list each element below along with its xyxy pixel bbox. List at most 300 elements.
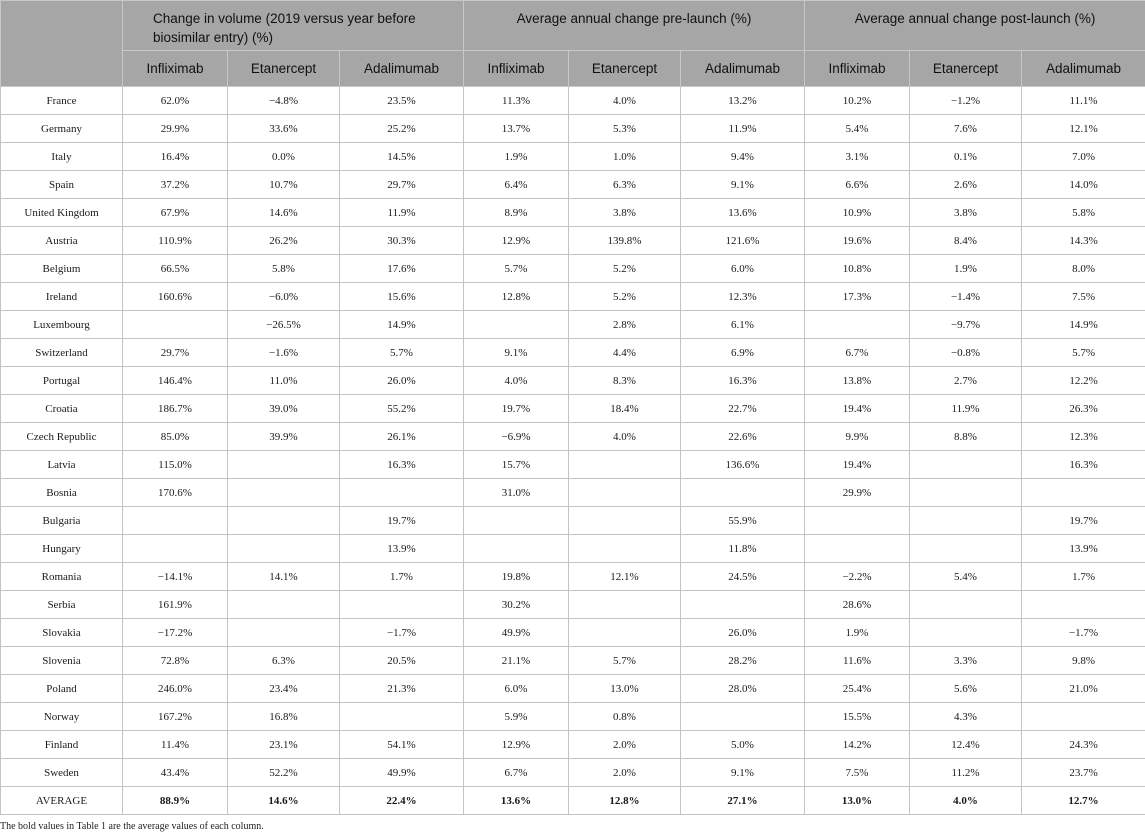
value-cell: 13.2% xyxy=(681,87,805,115)
group-header-pre-launch: Average annual change pre-launch (%) xyxy=(464,1,805,51)
value-cell: 16.3% xyxy=(340,451,464,479)
value-cell: 6.6% xyxy=(805,171,910,199)
value-cell: 12.1% xyxy=(569,563,681,591)
value-cell: 5.4% xyxy=(910,563,1022,591)
value-cell: 13.0% xyxy=(805,787,910,815)
value-cell: 19.4% xyxy=(805,395,910,423)
value-cell: −0.8% xyxy=(910,339,1022,367)
value-cell: 2.8% xyxy=(569,311,681,339)
value-cell: 23.1% xyxy=(228,731,340,759)
value-cell: 26.0% xyxy=(681,619,805,647)
value-cell: 13.8% xyxy=(805,367,910,395)
value-cell: 12.3% xyxy=(1022,423,1145,451)
value-cell: 9.1% xyxy=(681,759,805,787)
value-cell: 5.4% xyxy=(805,115,910,143)
value-cell: 14.2% xyxy=(805,731,910,759)
value-cell: 7.0% xyxy=(1022,143,1145,171)
value-cell: 3.1% xyxy=(805,143,910,171)
value-cell xyxy=(910,619,1022,647)
value-cell: 5.6% xyxy=(910,675,1022,703)
value-cell: 0.0% xyxy=(228,143,340,171)
value-cell xyxy=(228,479,340,507)
table-row xyxy=(1,87,1145,115)
value-cell: 16.8% xyxy=(228,703,340,731)
value-cell: 11.3% xyxy=(464,87,569,115)
value-cell: 7.5% xyxy=(805,759,910,787)
country-cell: Ireland xyxy=(1,283,123,311)
value-cell: 115.0% xyxy=(123,451,228,479)
value-cell: 14.1% xyxy=(228,563,340,591)
value-cell: 23.4% xyxy=(228,675,340,703)
value-cell: −1.2% xyxy=(910,87,1022,115)
value-cell: 5.8% xyxy=(1022,199,1145,227)
table-row xyxy=(1,703,1145,731)
table-row xyxy=(1,591,1145,619)
drug-header-etanercept: Etanercept xyxy=(228,51,340,87)
value-cell xyxy=(1022,703,1145,731)
country-cell: Bulgaria xyxy=(1,507,123,535)
table-row xyxy=(1,619,1145,647)
value-cell: 11.6% xyxy=(805,647,910,675)
group-header-post-launch: Average annual change post-launch (%) xyxy=(805,1,1145,51)
value-cell: 10.7% xyxy=(228,171,340,199)
value-cell: 9.4% xyxy=(681,143,805,171)
country-cell: Luxembourg xyxy=(1,311,123,339)
value-cell: 6.1% xyxy=(681,311,805,339)
value-cell: 26.3% xyxy=(1022,395,1145,423)
value-cell: 27.1% xyxy=(681,787,805,815)
value-cell: −26.5% xyxy=(228,311,340,339)
table-row xyxy=(1,199,1145,227)
value-cell xyxy=(910,479,1022,507)
value-cell: 1.9% xyxy=(805,619,910,647)
value-cell: 6.3% xyxy=(228,647,340,675)
value-cell: 0.8% xyxy=(569,703,681,731)
value-cell: 1.9% xyxy=(910,255,1022,283)
group-header-volume-change: Change in volume (2019 versus year before biosimilar entry) (%) xyxy=(123,1,464,51)
value-cell: 25.4% xyxy=(805,675,910,703)
value-cell: 4.0% xyxy=(464,367,569,395)
value-cell: 12.3% xyxy=(681,283,805,311)
country-cell: Spain xyxy=(1,171,123,199)
value-cell: 11.0% xyxy=(228,367,340,395)
value-cell xyxy=(681,479,805,507)
value-cell: 5.9% xyxy=(464,703,569,731)
value-cell: 21.1% xyxy=(464,647,569,675)
value-cell: 55.9% xyxy=(681,507,805,535)
value-cell: 66.5% xyxy=(123,255,228,283)
value-cell: −6.9% xyxy=(464,423,569,451)
value-cell: 6.3% xyxy=(569,171,681,199)
value-cell: −9.7% xyxy=(910,311,1022,339)
value-cell xyxy=(464,535,569,563)
table-row xyxy=(1,115,1145,143)
value-cell: 5.2% xyxy=(569,283,681,311)
value-cell xyxy=(910,591,1022,619)
table-row xyxy=(1,647,1145,675)
table-row xyxy=(1,535,1145,563)
value-cell xyxy=(464,311,569,339)
value-cell: 5.7% xyxy=(569,647,681,675)
value-cell: 16.3% xyxy=(681,367,805,395)
value-cell: 11.2% xyxy=(910,759,1022,787)
value-cell: 11.8% xyxy=(681,535,805,563)
value-cell: 67.9% xyxy=(123,199,228,227)
value-cell: −6.0% xyxy=(228,283,340,311)
value-cell: 11.9% xyxy=(681,115,805,143)
table-row xyxy=(1,731,1145,759)
value-cell: 19.7% xyxy=(340,507,464,535)
value-cell: 30.3% xyxy=(340,227,464,255)
value-cell: 2.0% xyxy=(569,731,681,759)
value-cell: 12.9% xyxy=(464,227,569,255)
value-cell: 11.9% xyxy=(910,395,1022,423)
value-cell: 30.2% xyxy=(464,591,569,619)
table-row xyxy=(1,143,1145,171)
value-cell: 29.9% xyxy=(123,115,228,143)
value-cell: 6.7% xyxy=(464,759,569,787)
value-cell: 1.7% xyxy=(340,563,464,591)
value-cell: 22.4% xyxy=(340,787,464,815)
table-row xyxy=(1,227,1145,255)
value-cell: 19.4% xyxy=(805,451,910,479)
value-cell xyxy=(681,591,805,619)
value-cell: 24.3% xyxy=(1022,731,1145,759)
average-row xyxy=(1,787,1145,815)
drug-header-etanercept: Etanercept xyxy=(910,51,1022,87)
value-cell: 37.2% xyxy=(123,171,228,199)
value-cell: 28.0% xyxy=(681,675,805,703)
country-cell: Norway xyxy=(1,703,123,731)
drug-header-infliximab: Infliximab xyxy=(464,51,569,87)
value-cell: 186.7% xyxy=(123,395,228,423)
value-cell: 8.3% xyxy=(569,367,681,395)
value-cell: 139.8% xyxy=(569,227,681,255)
value-cell: 161.9% xyxy=(123,591,228,619)
value-cell: 43.4% xyxy=(123,759,228,787)
value-cell: −17.2% xyxy=(123,619,228,647)
country-cell: Czech Republic xyxy=(1,423,123,451)
value-cell: 3.8% xyxy=(910,199,1022,227)
value-cell: 16.3% xyxy=(1022,451,1145,479)
value-cell: 28.6% xyxy=(805,591,910,619)
value-cell: 4.3% xyxy=(910,703,1022,731)
value-cell: −1.4% xyxy=(910,283,1022,311)
value-cell: 7.6% xyxy=(910,115,1022,143)
country-cell: Portugal xyxy=(1,367,123,395)
value-cell: 13.6% xyxy=(681,199,805,227)
value-cell: 12.8% xyxy=(464,283,569,311)
table-row xyxy=(1,507,1145,535)
value-cell: 14.6% xyxy=(228,787,340,815)
value-cell: 13.7% xyxy=(464,115,569,143)
country-cell: Bosnia xyxy=(1,479,123,507)
value-cell: 6.0% xyxy=(464,675,569,703)
value-cell xyxy=(805,311,910,339)
value-cell: 167.2% xyxy=(123,703,228,731)
value-cell xyxy=(569,591,681,619)
value-cell xyxy=(228,619,340,647)
value-cell: 10.9% xyxy=(805,199,910,227)
value-cell: 29.9% xyxy=(805,479,910,507)
value-cell: −1.7% xyxy=(1022,619,1145,647)
value-cell: 21.3% xyxy=(340,675,464,703)
value-cell: −4.8% xyxy=(228,87,340,115)
value-cell xyxy=(569,535,681,563)
value-cell: 110.9% xyxy=(123,227,228,255)
value-cell: 14.5% xyxy=(340,143,464,171)
value-cell: 19.6% xyxy=(805,227,910,255)
value-cell xyxy=(910,535,1022,563)
country-cell: Belgium xyxy=(1,255,123,283)
value-cell: 9.1% xyxy=(464,339,569,367)
value-cell xyxy=(1022,479,1145,507)
value-cell: −2.2% xyxy=(805,563,910,591)
group-header-row xyxy=(1,1,1145,51)
value-cell: 14.6% xyxy=(228,199,340,227)
value-cell: 55.2% xyxy=(340,395,464,423)
value-cell: 246.0% xyxy=(123,675,228,703)
average-label: AVERAGE xyxy=(1,787,123,815)
value-cell: 11.9% xyxy=(340,199,464,227)
value-cell: 5.0% xyxy=(681,731,805,759)
country-cell: Austria xyxy=(1,227,123,255)
country-cell: Hungary xyxy=(1,535,123,563)
value-cell: −1.7% xyxy=(340,619,464,647)
value-cell: 5.2% xyxy=(569,255,681,283)
value-cell: 17.6% xyxy=(340,255,464,283)
value-cell: 2.0% xyxy=(569,759,681,787)
value-cell: 23.5% xyxy=(340,87,464,115)
country-cell: Sweden xyxy=(1,759,123,787)
value-cell: 22.7% xyxy=(681,395,805,423)
value-cell xyxy=(1022,591,1145,619)
value-cell xyxy=(228,507,340,535)
value-cell: 13.9% xyxy=(1022,535,1145,563)
value-cell: 14.9% xyxy=(340,311,464,339)
value-cell: 121.6% xyxy=(681,227,805,255)
value-cell: 5.7% xyxy=(1022,339,1145,367)
country-cell: Latvia xyxy=(1,451,123,479)
value-cell: 1.7% xyxy=(1022,563,1145,591)
value-cell: 15.5% xyxy=(805,703,910,731)
value-cell xyxy=(123,535,228,563)
value-cell: 1.0% xyxy=(569,143,681,171)
value-cell: 52.2% xyxy=(228,759,340,787)
value-cell: 4.4% xyxy=(569,339,681,367)
value-cell: 8.9% xyxy=(464,199,569,227)
value-cell: 8.4% xyxy=(910,227,1022,255)
country-cell: Slovenia xyxy=(1,647,123,675)
value-cell: 4.0% xyxy=(910,787,1022,815)
value-cell: 9.9% xyxy=(805,423,910,451)
value-cell: 49.9% xyxy=(464,619,569,647)
country-cell: Switzerland xyxy=(1,339,123,367)
drug-header-adalimumab: Adalimumab xyxy=(340,51,464,87)
value-cell: 23.7% xyxy=(1022,759,1145,787)
value-cell: 6.4% xyxy=(464,171,569,199)
table-row xyxy=(1,479,1145,507)
value-cell: 62.0% xyxy=(123,87,228,115)
country-cell: Italy xyxy=(1,143,123,171)
table-row xyxy=(1,563,1145,591)
table-footnote: The bold values in Table 1 are the average values of each column. xyxy=(0,821,1145,832)
country-cell: France xyxy=(1,87,123,115)
value-cell: 4.0% xyxy=(569,423,681,451)
value-cell: 13.0% xyxy=(569,675,681,703)
value-cell: −1.6% xyxy=(228,339,340,367)
table-row xyxy=(1,423,1145,451)
value-cell: 29.7% xyxy=(340,171,464,199)
drug-header-infliximab: Infliximab xyxy=(805,51,910,87)
drug-header-adalimumab: Adalimumab xyxy=(1022,51,1145,87)
value-cell: 31.0% xyxy=(464,479,569,507)
table-row xyxy=(1,311,1145,339)
value-cell: 13.6% xyxy=(464,787,569,815)
value-cell xyxy=(569,619,681,647)
value-cell: 15.7% xyxy=(464,451,569,479)
value-cell: 14.0% xyxy=(1022,171,1145,199)
value-cell: 12.4% xyxy=(910,731,1022,759)
country-cell: Poland xyxy=(1,675,123,703)
value-cell: 12.7% xyxy=(1022,787,1145,815)
value-cell xyxy=(123,507,228,535)
value-cell: 12.1% xyxy=(1022,115,1145,143)
value-cell xyxy=(805,535,910,563)
value-cell: 22.6% xyxy=(681,423,805,451)
value-cell: 136.6% xyxy=(681,451,805,479)
value-cell: 1.9% xyxy=(464,143,569,171)
value-cell: 5.3% xyxy=(569,115,681,143)
value-cell: 54.1% xyxy=(340,731,464,759)
value-cell: 160.6% xyxy=(123,283,228,311)
value-cell: 29.7% xyxy=(123,339,228,367)
value-cell: 26.0% xyxy=(340,367,464,395)
value-cell: 6.7% xyxy=(805,339,910,367)
value-cell: 25.2% xyxy=(340,115,464,143)
table-row xyxy=(1,759,1145,787)
value-cell: 12.9% xyxy=(464,731,569,759)
table-row xyxy=(1,255,1145,283)
value-cell: 2.6% xyxy=(910,171,1022,199)
country-cell: Germany xyxy=(1,115,123,143)
value-cell: 5.8% xyxy=(228,255,340,283)
country-cell: United Kingdom xyxy=(1,199,123,227)
table-row xyxy=(1,171,1145,199)
value-cell xyxy=(569,479,681,507)
drug-header-infliximab: Infliximab xyxy=(123,51,228,87)
country-cell: Croatia xyxy=(1,395,123,423)
value-cell: 10.8% xyxy=(805,255,910,283)
table-row xyxy=(1,395,1145,423)
country-cell: Serbia xyxy=(1,591,123,619)
value-cell: 14.3% xyxy=(1022,227,1145,255)
country-cell: Finland xyxy=(1,731,123,759)
drug-header-etanercept: Etanercept xyxy=(569,51,681,87)
value-cell: 5.7% xyxy=(464,255,569,283)
value-cell xyxy=(910,507,1022,535)
value-cell: 6.0% xyxy=(681,255,805,283)
value-cell xyxy=(228,451,340,479)
value-cell xyxy=(340,479,464,507)
country-cell: Slovakia xyxy=(1,619,123,647)
value-cell: 12.2% xyxy=(1022,367,1145,395)
table-row xyxy=(1,451,1145,479)
value-cell: 10.2% xyxy=(805,87,910,115)
value-cell: 16.4% xyxy=(123,143,228,171)
value-cell xyxy=(569,507,681,535)
value-cell: 13.9% xyxy=(340,535,464,563)
value-cell: 24.5% xyxy=(681,563,805,591)
value-cell: 11.1% xyxy=(1022,87,1145,115)
value-cell: 19.8% xyxy=(464,563,569,591)
value-cell: 33.6% xyxy=(228,115,340,143)
value-cell xyxy=(681,703,805,731)
value-cell: −14.1% xyxy=(123,563,228,591)
value-cell: 26.2% xyxy=(228,227,340,255)
value-cell xyxy=(123,311,228,339)
table-header xyxy=(1,1,1145,87)
value-cell: 39.9% xyxy=(228,423,340,451)
value-cell: 8.8% xyxy=(910,423,1022,451)
value-cell: 9.1% xyxy=(681,171,805,199)
value-cell: 11.4% xyxy=(123,731,228,759)
value-cell: 14.9% xyxy=(1022,311,1145,339)
value-cell: 85.0% xyxy=(123,423,228,451)
value-cell: 5.7% xyxy=(340,339,464,367)
value-cell: 0.1% xyxy=(910,143,1022,171)
value-cell xyxy=(340,703,464,731)
value-cell: 88.9% xyxy=(123,787,228,815)
value-cell: 49.9% xyxy=(340,759,464,787)
country-column-header xyxy=(1,1,123,87)
value-cell xyxy=(228,591,340,619)
value-cell: 19.7% xyxy=(1022,507,1145,535)
value-cell: 8.0% xyxy=(1022,255,1145,283)
value-cell xyxy=(228,535,340,563)
value-cell: 18.4% xyxy=(569,395,681,423)
value-cell xyxy=(805,507,910,535)
table-row xyxy=(1,367,1145,395)
value-cell: 6.9% xyxy=(681,339,805,367)
value-cell: 3.3% xyxy=(910,647,1022,675)
table-row xyxy=(1,675,1145,703)
value-cell: 39.0% xyxy=(228,395,340,423)
value-cell: 20.5% xyxy=(340,647,464,675)
value-cell: 26.1% xyxy=(340,423,464,451)
table-row xyxy=(1,283,1145,311)
drug-header-adalimumab: Adalimumab xyxy=(681,51,805,87)
value-cell: 21.0% xyxy=(1022,675,1145,703)
value-cell: 19.7% xyxy=(464,395,569,423)
drug-header-row xyxy=(1,51,1145,87)
value-cell: 7.5% xyxy=(1022,283,1145,311)
value-cell: 2.7% xyxy=(910,367,1022,395)
value-cell: 12.8% xyxy=(569,787,681,815)
value-cell xyxy=(340,591,464,619)
value-cell: 170.6% xyxy=(123,479,228,507)
value-cell: 4.0% xyxy=(569,87,681,115)
value-cell xyxy=(464,507,569,535)
table-row xyxy=(1,339,1145,367)
country-cell: Romania xyxy=(1,563,123,591)
value-cell: 17.3% xyxy=(805,283,910,311)
value-cell xyxy=(569,451,681,479)
value-cell: 9.8% xyxy=(1022,647,1145,675)
value-cell: 146.4% xyxy=(123,367,228,395)
value-cell: 72.8% xyxy=(123,647,228,675)
value-cell: 3.8% xyxy=(569,199,681,227)
